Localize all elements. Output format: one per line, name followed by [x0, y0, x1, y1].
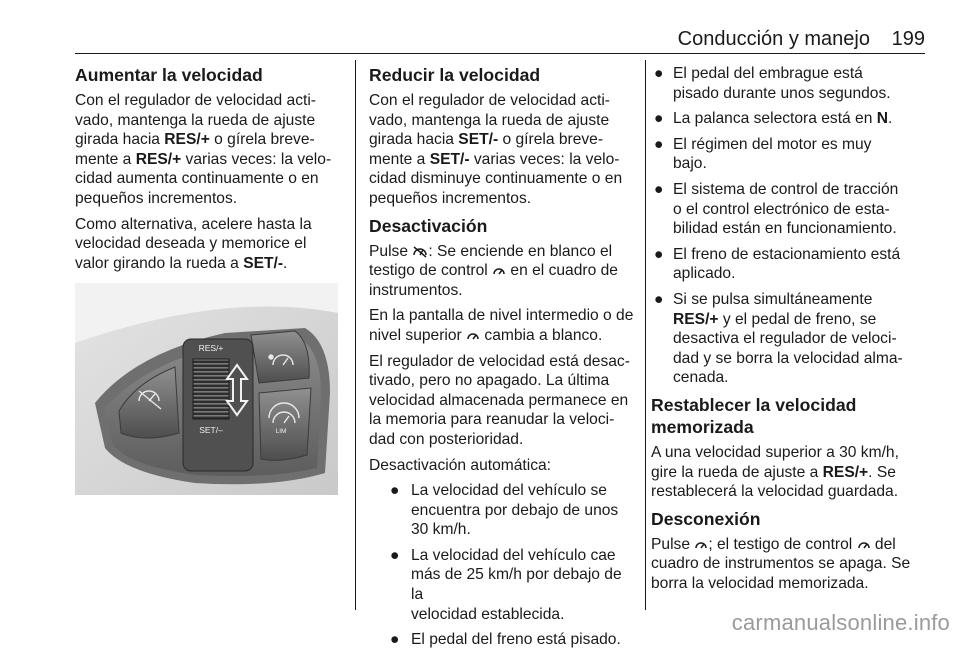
- paragraph-press-cancel: Pulse : Se enciende en blanco el testigo de control en el cuadro de instrumentos.: [369, 242, 618, 299]
- set-label: SET/–: [199, 425, 223, 436]
- list-item: ● El régimen del motor es muy bajo.: [654, 135, 872, 173]
- paragraph-display: En la pantalla de nivel intermedio o de nivel superior cambia a blanco.: [369, 307, 634, 344]
- paragraph-alternative: Como alternativa, acelere hasta la velocidad deseada y memorice el valor girando la rueda a SET/-.: [75, 215, 312, 272]
- paragraph-reduce: Con el regulador de velocidad acti- vado, mantenga la rueda de ajuste girada hacia SET/- o gírela breve- mente a SET/- varias veces: la velo- cidad disminuye continuamente o en pequeños incrementos.: [369, 92, 623, 207]
- column-2: [369, 60, 635, 656]
- list-item: ● El freno de estacionamiento está aplicado.: [654, 245, 901, 283]
- cruise-control-icon: [857, 537, 871, 551]
- paragraph-auto-deactivation: Desactivación automática:: [369, 456, 552, 474]
- header-rule: [75, 53, 925, 54]
- auto-deactivation-list: [369, 481, 635, 650]
- list-item: ● El pedal del freno está pisado.: [390, 631, 621, 649]
- heading-restore-speed: Restablecer la velocidad memorizada: [651, 394, 857, 437]
- watermark: carmanualsonline.info: [731, 610, 950, 635]
- column-3: [651, 60, 926, 599]
- cruise-control-icon: [492, 263, 506, 277]
- lim-label: LIM: [275, 428, 287, 436]
- cruise-control-icon: [694, 537, 708, 551]
- cruise-control-icon: [466, 328, 480, 342]
- column-1: [75, 60, 343, 505]
- list-item: ● La palanca selectora está en N.: [654, 110, 893, 128]
- steering-wheel-controls-photo: [75, 283, 338, 495]
- list-item: ● La velocidad del vehículo cae más de 25 km/h por debajo de la velocidad establecida.: [390, 546, 622, 623]
- column-divider: [645, 60, 646, 610]
- cruise-cancel-icon: [412, 244, 428, 258]
- list-item: ● Si se pulsa simultáneamente RES/+ y el pedal de freno, se desactiva el regulador de veloci- dad y se borra la velocidad alma- cenada.: [654, 290, 903, 387]
- list-item: ● El pedal del embrague está pisado durante unos segundos.: [654, 65, 891, 102]
- res-label: RES/+: [198, 343, 224, 354]
- paragraph-restore: A una velocidad superior a 30 km/h, gire la rueda de ajuste a RES/+. Se restablecerá la velocidad guardada.: [651, 443, 899, 501]
- section-title: Conducción y manejo: [677, 28, 870, 50]
- heading-switch-off: Desconexión: [651, 508, 761, 529]
- deactivation-conditions-list: [651, 64, 926, 388]
- column-divider: [355, 60, 356, 610]
- heading-deactivation: Desactivación: [369, 215, 488, 236]
- list-item: ● La velocidad del vehículo se encuentra por debajo de unos 30 km/h.: [390, 482, 619, 539]
- page-number: 199: [891, 28, 925, 50]
- list-item: ● El sistema de control de tracción o el control electrónico de esta- bilidad están en funcionamiento.: [654, 180, 899, 238]
- heading-increase-speed: Aumentar la velocidad: [75, 65, 263, 85]
- paragraph-deactivated: El regulador de velocidad está desac- tivado, pero no apagado. La última velocidad almacenada permanece en la memoria para reanudar la veloci- dad con posterioridad.: [369, 352, 630, 448]
- heading-reduce-speed: Reducir la velocidad: [369, 65, 541, 85]
- paragraph-switch-off: Pulse ; el testigo de control del cuadro de instrumentos se apaga. Se borra la velocidad memorizada.: [651, 535, 911, 592]
- page-header: [75, 28, 925, 50]
- paragraph-increase: Con el regulador de velocidad acti- vado, mantenga la rueda de ajuste girada hacia RES/+ o gírela breve- mente a RES/+ varias veces: la velo- cidad aumenta continuamente o en pequeños incrementos.: [75, 92, 332, 207]
